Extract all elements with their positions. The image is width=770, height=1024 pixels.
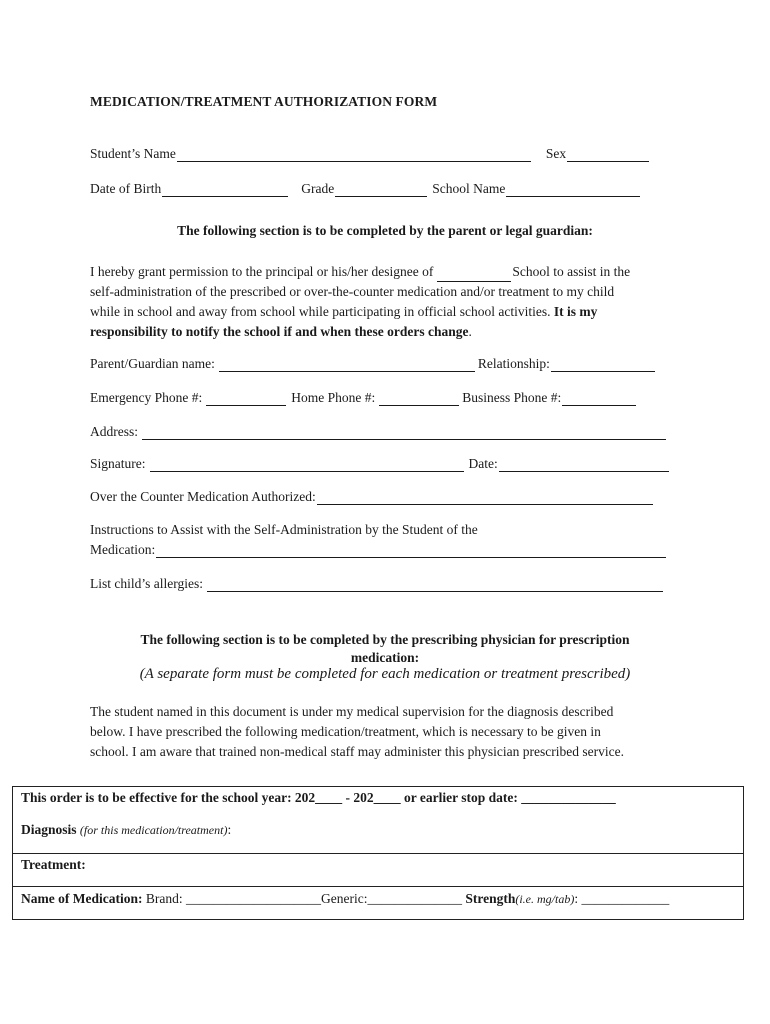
signature-row <box>90 456 670 472</box>
box-divider-1 <box>13 853 743 854</box>
medication-row[interactable] <box>13 891 743 907</box>
physician-paragraph-line-1: The student named in this document is under my medical supervision for the diagnosis described <box>90 704 614 719</box>
strength-end: : _____________ <box>574 891 670 906</box>
instructions-label-2: Medication: <box>90 542 156 557</box>
effective-year-row[interactable]: This order is to be effective for the school year: 202____ - 202____ or earlier stop date: ______________ <box>21 790 616 805</box>
guardian-name-field[interactable] <box>219 358 475 372</box>
home-phone-field[interactable] <box>379 392 459 406</box>
student-info-row <box>90 146 650 162</box>
instructions-row <box>90 542 667 558</box>
physician-paragraph-line-2: below. I have prescribed the following medication/treatment, which is necessary to be given in <box>90 724 601 739</box>
parent-section-heading: The following section is to be completed by the parent or legal guardian: <box>177 223 593 238</box>
separate-form-note: (A separate form must be completed for each medication or treatment prescribed) <box>139 666 631 682</box>
sex-field[interactable] <box>567 148 649 162</box>
diagnosis-colon: : <box>227 822 232 837</box>
address-field[interactable] <box>142 426 666 440</box>
relationship-label: Relationship: <box>477 356 550 371</box>
brand-label: Brand: ____________________ <box>145 891 321 906</box>
instructions-field[interactable] <box>156 544 666 558</box>
sex-label: Sex <box>545 146 567 161</box>
physician-paragraph <box>90 702 682 762</box>
strength-label: Strength <box>465 891 516 906</box>
permission-paragraph <box>90 262 680 342</box>
school-name-label: School Name <box>432 181 506 196</box>
student-name-label: Student’s Name <box>90 146 176 161</box>
treatment-row[interactable]: Treatment: <box>21 857 86 872</box>
business-phone-label: Business Phone #: <box>462 390 562 405</box>
school-name-field[interactable] <box>506 183 640 197</box>
permission-text-2: School to assist in the <box>512 264 631 279</box>
permission-text-3: self-administration of the prescribed or over-the-counter medication and/or treatment to my child <box>90 284 615 299</box>
phone-row <box>90 390 637 406</box>
grade-field[interactable] <box>335 183 427 197</box>
allergies-field[interactable] <box>207 578 663 592</box>
strength-note: (i.e. mg/tab) <box>515 892 575 906</box>
otc-field[interactable] <box>317 491 653 505</box>
otc-label: Over the Counter Medication Authorized: <box>90 489 316 504</box>
allergies-label: List child’s allergies: <box>90 576 203 591</box>
medication-label: Name of Medication: <box>21 891 143 906</box>
date-field[interactable] <box>499 458 669 472</box>
box-divider-2 <box>13 886 743 887</box>
generic-label: Generic:______________ <box>320 891 462 906</box>
permission-text-1: I hereby grant permission to the principal or his/her designee of <box>90 264 434 279</box>
signature-field[interactable] <box>150 458 464 472</box>
student-name-field[interactable] <box>177 148 531 162</box>
diagnosis-note: (for this medication/treatment) <box>79 823 228 837</box>
designee-school-field[interactable] <box>437 268 511 282</box>
address-row <box>90 424 667 440</box>
grade-label: Grade <box>301 181 335 196</box>
permission-end: . <box>468 324 472 339</box>
permission-bold-2: responsibility to notify the school if and when these orders change <box>90 324 469 339</box>
home-phone-label: Home Phone #: <box>291 390 376 405</box>
permission-text-4: while in school and away from school while participating in official school activities. <box>90 304 551 319</box>
relationship-field[interactable] <box>551 358 655 372</box>
diagnosis-label: Diagnosis <box>21 822 77 837</box>
physician-section-heading-2: medication: <box>350 650 420 665</box>
dob-field[interactable] <box>162 183 288 197</box>
order-box <box>12 786 744 920</box>
permission-bold-1: It is my <box>553 304 598 319</box>
date-label: Date: <box>468 456 498 471</box>
dob-row <box>90 181 641 197</box>
physician-section-heading-1: The following section is to be completed by the prescribing physician for prescription <box>140 632 630 647</box>
allergies-row <box>90 576 664 592</box>
guardian-row <box>90 356 656 372</box>
form-title: MEDICATION/TREATMENT AUTHORIZATION FORM <box>90 94 438 109</box>
diagnosis-row[interactable] <box>13 822 743 838</box>
physician-paragraph-line-3: school. I am aware that trained non-medical staff may administer this physician prescribed service. <box>90 744 624 759</box>
business-phone-field[interactable] <box>562 392 636 406</box>
guardian-name-label: Parent/Guardian name: <box>90 356 215 371</box>
instructions-label-1: Instructions to Assist with the Self-Administration by the Student of the <box>90 522 478 537</box>
address-label: Address: <box>90 424 138 439</box>
signature-label: Signature: <box>90 456 146 471</box>
otc-row <box>90 489 654 505</box>
emergency-phone-field[interactable] <box>206 392 286 406</box>
dob-label: Date of Birth <box>90 181 162 196</box>
emergency-phone-label: Emergency Phone #: <box>90 390 203 405</box>
